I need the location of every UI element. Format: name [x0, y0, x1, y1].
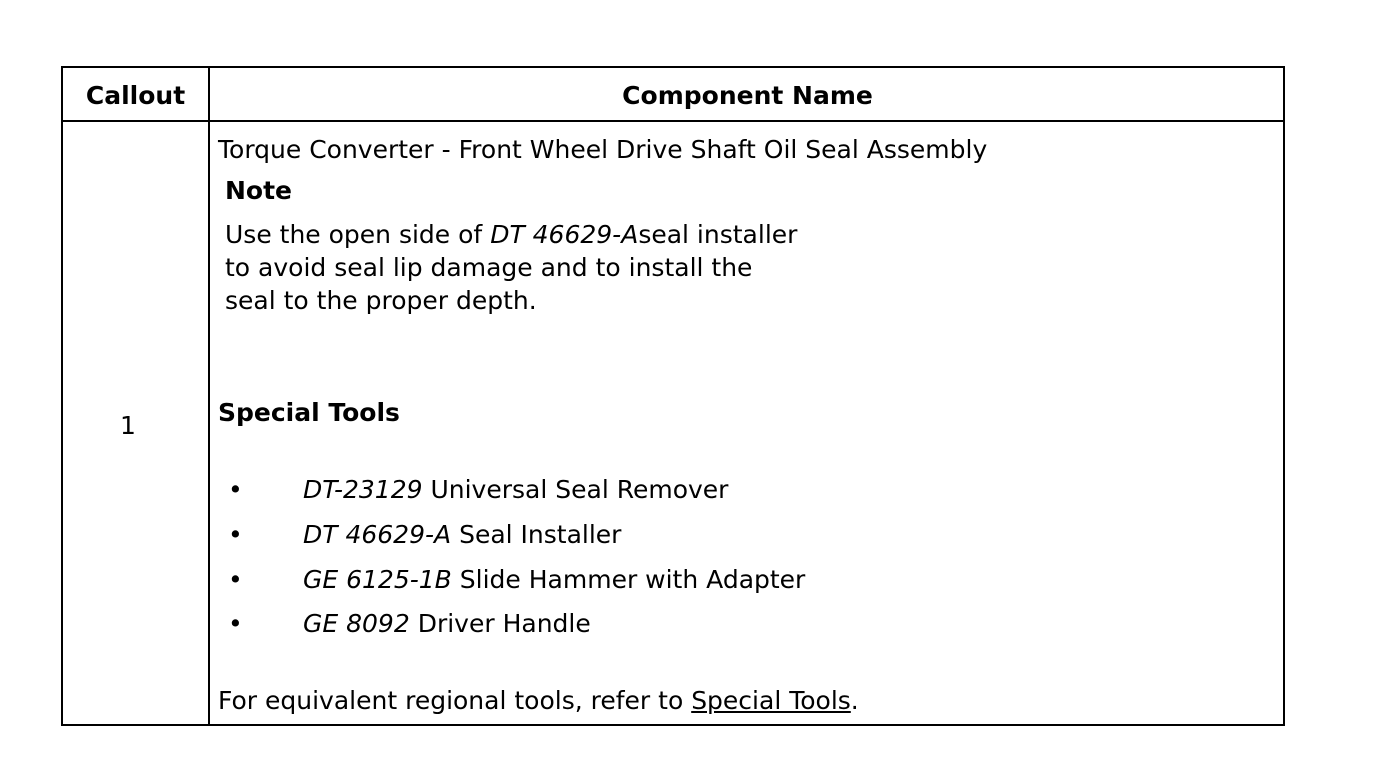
note-line-2: to avoid seal lip damage and to install the: [225, 253, 753, 282]
component-table: [61, 66, 1285, 726]
tool-name: Driver Handle: [417, 609, 591, 638]
header-callout: Callout: [85, 81, 186, 110]
regional-tools-note: [218, 686, 859, 715]
bullet: •: [228, 520, 243, 549]
tool-code: GE 6125-1B: [303, 565, 452, 594]
note-line-3: seal to the proper depth.: [225, 286, 537, 315]
header-divider: [63, 120, 1283, 122]
tool-name: Seal Installer: [459, 520, 622, 549]
tool-name: Universal Seal Remover: [430, 475, 729, 504]
tool-item: [303, 609, 591, 638]
bullet: •: [228, 565, 243, 594]
note-tool-ref: DT 46629-A: [490, 220, 639, 249]
note-text: [225, 218, 865, 317]
special-tools-heading: Special Tools: [218, 398, 400, 427]
tool-code: GE 8092: [303, 609, 410, 638]
tool-code: DT-23129: [303, 475, 423, 504]
regional-tools-period: .: [850, 686, 859, 715]
bullet: •: [228, 609, 243, 638]
column-divider: [208, 68, 210, 724]
note-heading: Note: [225, 176, 293, 205]
header-component-name: Component Name: [622, 81, 873, 110]
note-line-1-post: seal installer: [638, 220, 798, 249]
special-tools-link[interactable]: Special Tools: [691, 686, 851, 715]
callout-number: 1: [120, 411, 136, 440]
tool-item: [303, 565, 805, 594]
note-line-1-pre: Use the open side of: [225, 220, 491, 249]
regional-tools-text: For equivalent regional tools, refer to: [218, 686, 692, 715]
tool-code: DT 46629-A: [303, 520, 452, 549]
bullet: •: [228, 475, 243, 504]
tool-name: Slide Hammer with Adapter: [459, 565, 806, 594]
component-title: Torque Converter - Front Wheel Drive Shaft Oil Seal Assembly: [218, 135, 988, 164]
note-line-1: [225, 218, 865, 251]
tool-item: [303, 520, 621, 549]
tool-item: [303, 475, 728, 504]
